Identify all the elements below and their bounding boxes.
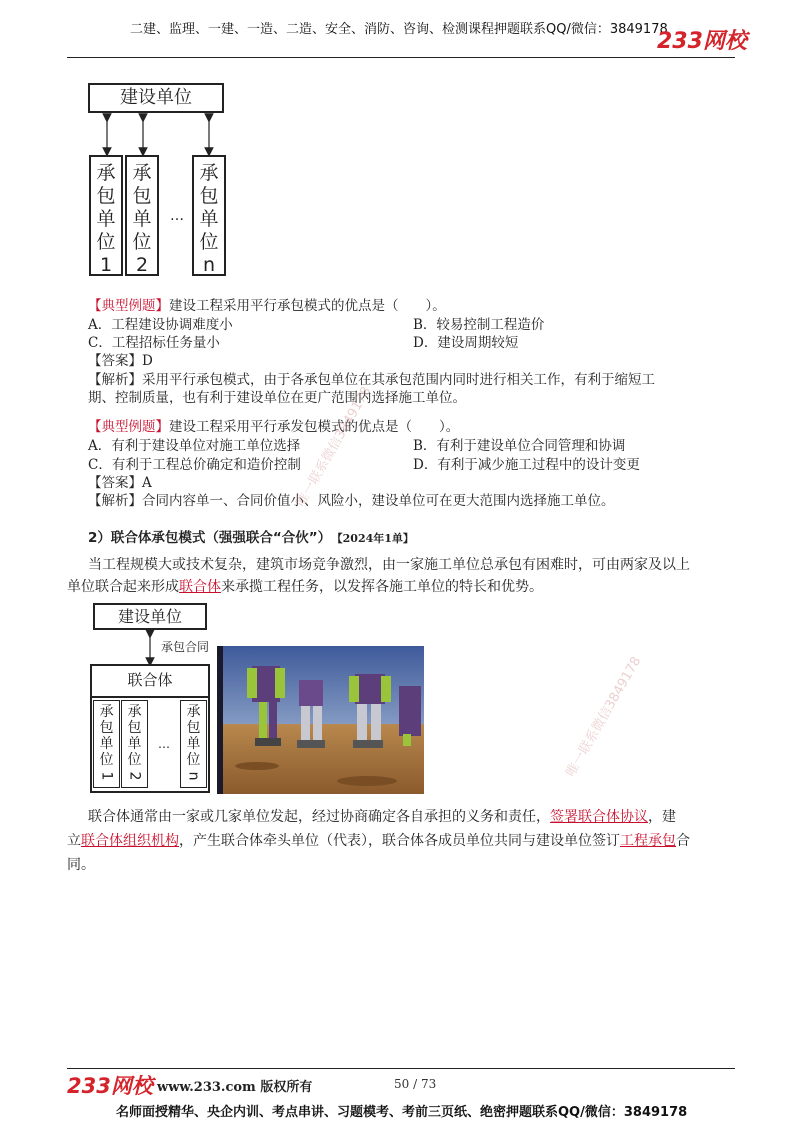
jv-member-label-n: 承 包 单 位 n [185,704,202,781]
contract-label: 承包合同 [161,640,210,654]
jv-member-ellipsis: … [158,737,170,751]
q2-option-a: A．有利于建设单位对施工单位选择 [88,438,301,454]
owner-box-2: 建设单位 [93,603,207,630]
jv-member-box-2 [121,700,148,788]
contractor-ellipsis: … [170,208,184,224]
footer-contact: 名师面授精华、央企内训、考点串讲、习题模考、考前三页纸、绝密押题联系QQ/微信：3849178 [116,1105,688,1120]
q2-option-b: B．有利于建设单位合同管理和协调 [413,438,626,454]
jv-member-label-1: 承 包 单 位 1 [98,704,115,781]
diagram1-arrows [80,112,240,158]
q1-tag: 【典型例题】 [88,298,169,314]
section-para1-line1: 当工程规模大或技术复杂，建筑市场竞争激烈，由一家施工单位总承包有困难时，可由两家及以上 [88,557,690,573]
jv-member-box-1 [93,700,120,788]
q2-tag: 【典型例题】 [88,419,169,435]
q1-option-a: A．工程建设协调难度小 [88,317,233,333]
page-number: 50 / 73 [394,1077,437,1091]
header-logo: 233网校 [657,29,747,54]
contractor-label-1: 承 包 单 位 1 [96,162,116,276]
q1-stem-line [88,297,446,315]
para2-line1: 联合体通常由一家或几家单位发起，经过协商确定各自承担的义务和责任，签署联合体协议，建 [88,809,676,825]
footer-logo: 233网校 [67,1074,153,1098]
watermark-1: 唯一联系微信3849178 [293,384,375,510]
contractor-box-2 [125,155,159,276]
header-divider [67,57,735,58]
term-link-jv-organization[interactable]: 联合体组织机构 [81,833,179,849]
q2-option-d: D．有利于减少施工过程中的设计变更 [413,457,640,473]
joint-venture-label: 联合体 [92,666,208,698]
contractor-box-n [192,155,226,276]
term-link-jv-agreement[interactable]: 签署联合体协议 [550,809,648,825]
para2-line2: 立联合体组织机构，产生联合体牵头单位（代表），联合体各成员单位共同与建设单位签订工程承包合 [67,833,690,849]
q2-stem-line [88,418,459,436]
contract-arrow [140,629,160,667]
exam-year-tag: 【2024年1单】 [337,532,414,545]
q1-analysis-line2: 期、控制质量，也有利于建设单位在更广范围内选择施工单位。 [88,390,466,406]
footer-site: www.233.com 版权所有 [157,1080,313,1095]
q1-analysis-line1: 【解析】采用平行承包模式，由于各承包单位在其承包范围内同时进行相关工作，有利于缩短工 [88,372,655,388]
footer-divider [67,1068,735,1069]
q2-answer: 【答案】A [88,475,152,491]
q2-option-c: C．有利于工程总价确定和造价控制 [88,457,301,473]
section-heading [88,526,414,546]
term-link-engineering-contract[interactable]: 工程承包 [620,833,676,849]
contractor-box-1 [89,155,123,276]
jv-member-label-2: 承 包 单 位 2 [126,704,143,781]
contractor-label-2: 承 包 单 位 2 [132,162,152,276]
q1-option-b: B．较易控制工程造价 [413,317,545,333]
q1-stem: 建设工程采用平行承包模式的优点是（ ）。 [169,298,446,314]
owner-box: 建设单位 [88,83,224,113]
watermark-2: 唯一联系微信3849178 [563,654,645,780]
q1-answer: 【答案】D [88,353,153,369]
term-link-joint-venture[interactable]: 联合体 [179,579,221,595]
cartoon-robots-image [217,646,424,794]
jv-member-box-n [180,700,207,788]
q1-option-d: D．建设周期较短 [413,335,519,351]
section-title: 2）联合体承包模式（强强联合“合伙”） [88,530,332,546]
q1-option-c: C．工程招标任务量小 [88,335,220,351]
contractor-label-n: 承 包 单 位 n [199,162,219,276]
section-para1-line2: 单位联合起来形成联合体来承揽工程任务，以发挥各施工单位的特长和优势。 [67,579,543,595]
q2-stem: 建设工程采用平行承发包模式的优点是（ ）。 [169,419,460,435]
q2-analysis: 【解析】合同内容单一、合同价值小、风险小，建设单位可在更大范围内选择施工单位。 [88,493,615,509]
para2-line3: 同。 [67,857,95,873]
header-text: 二建、监理、一建、一造、二造、安全、消防、咨询、检测课程押题联系QQ/微信：3849178 [130,22,668,37]
